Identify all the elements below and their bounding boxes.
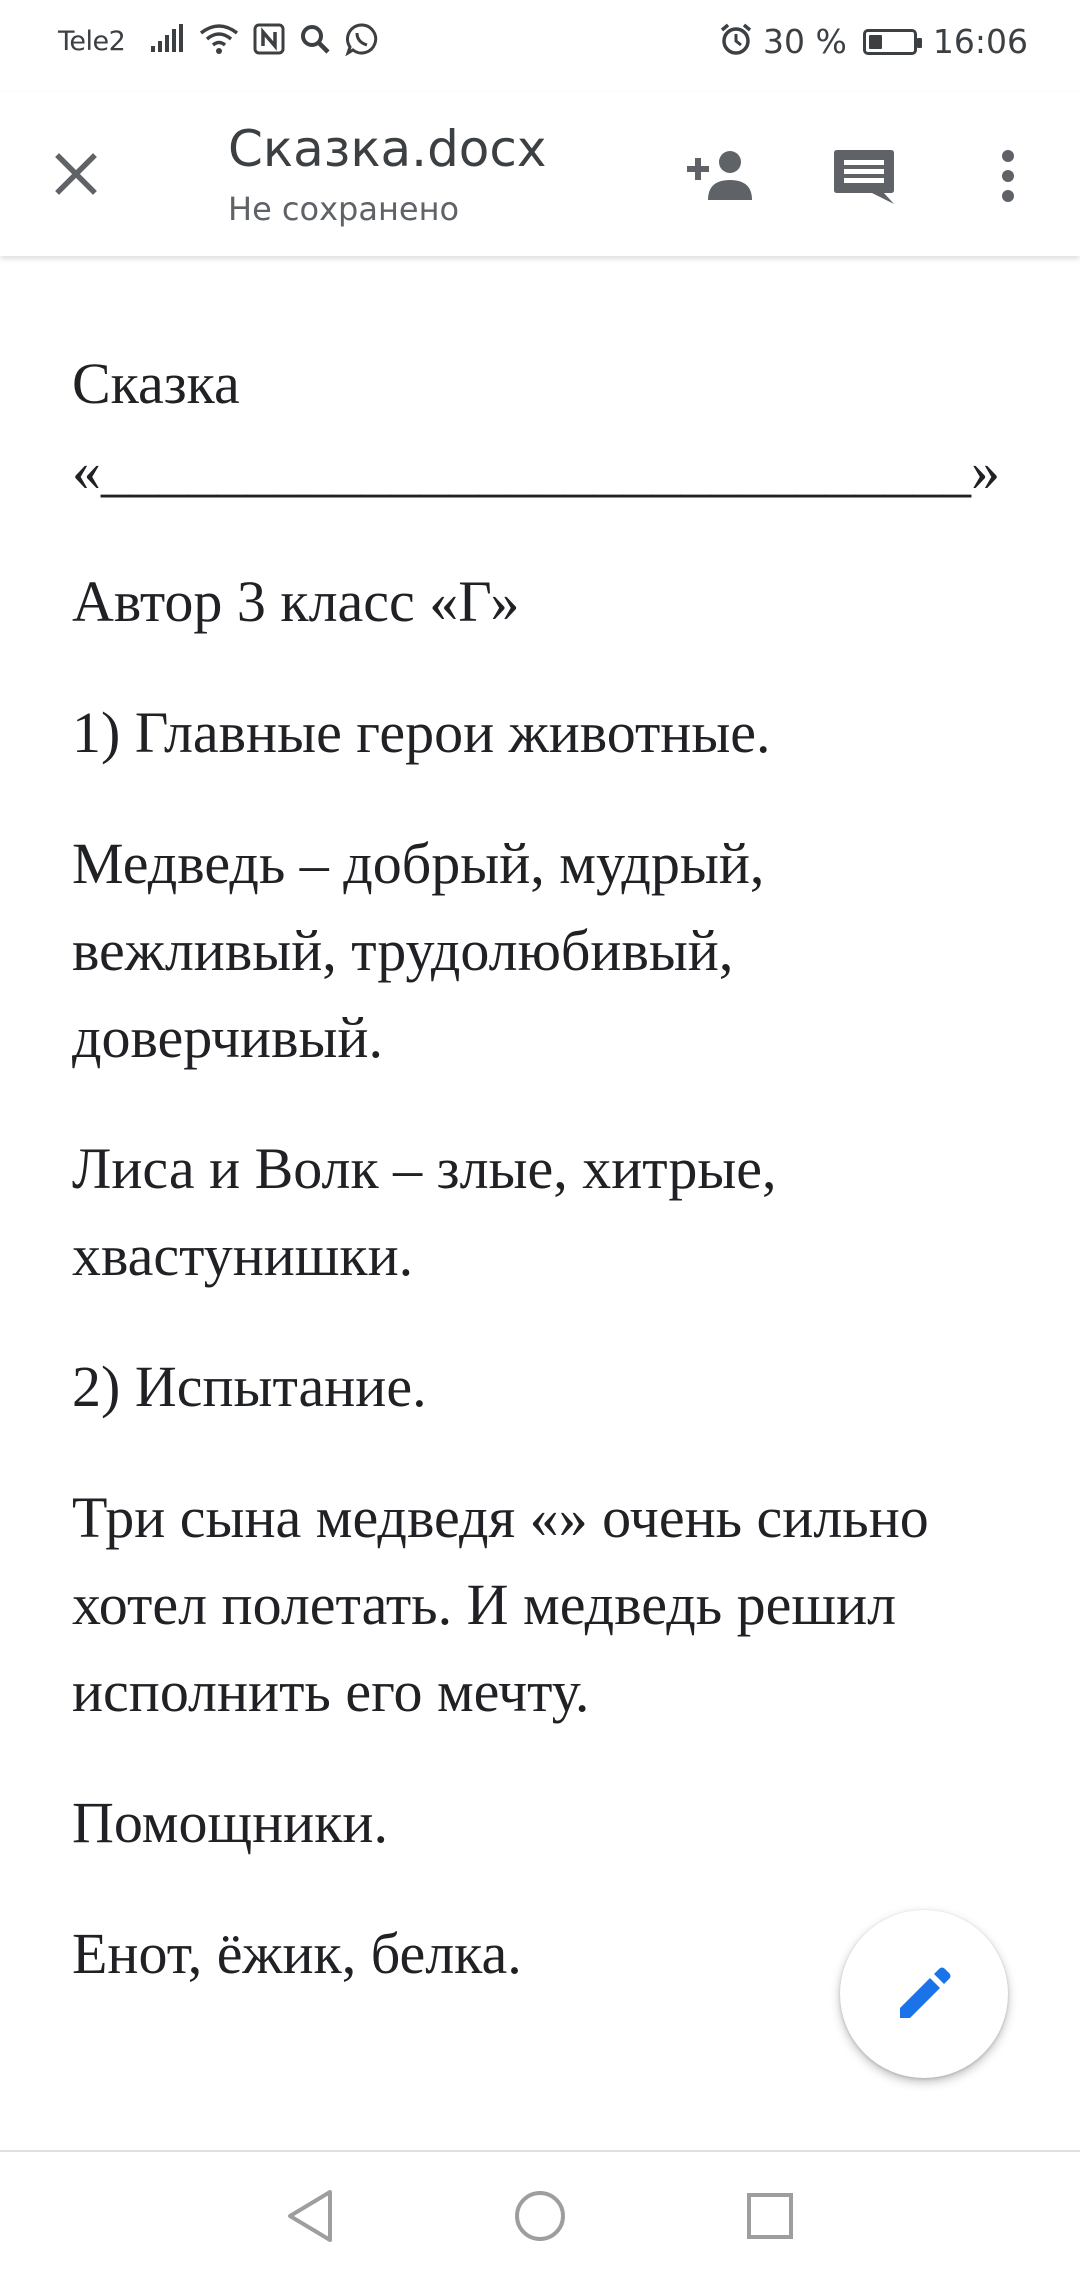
home-icon [510, 2186, 570, 2246]
edit-pencil-icon [894, 1964, 954, 2024]
battery-percent: 30 % [763, 22, 847, 61]
close-icon [52, 150, 100, 198]
close-button[interactable] [40, 138, 112, 210]
doc-paragraph[interactable]: Автор 3 класс «Г» [72, 569, 520, 634]
battery-level-fill [869, 35, 882, 49]
home-button[interactable] [498, 2174, 582, 2258]
more-options-button[interactable] [968, 136, 1048, 216]
doc-paragraph[interactable]: Енот, ёжик, белка. [72, 1921, 522, 1986]
carrier-name: Tele2 [58, 26, 126, 57]
search-icon [299, 23, 331, 60]
back-button[interactable] [268, 2174, 352, 2258]
add-person-icon [684, 148, 756, 204]
recent-apps-button[interactable] [728, 2174, 812, 2258]
doc-paragraph[interactable]: Сказка «______________________________» [72, 351, 1000, 503]
doc-paragraph[interactable]: 2) Испытание. [72, 1354, 427, 1419]
back-icon [282, 2186, 338, 2246]
recent-apps-icon [742, 2188, 798, 2244]
comments-button[interactable] [824, 136, 904, 216]
wifi-icon [199, 23, 239, 60]
alarm-icon [719, 22, 753, 61]
status-bar-left [58, 22, 379, 61]
nfc-icon [253, 23, 285, 60]
app-bar [0, 92, 1080, 256]
status-bar [0, 0, 1080, 92]
system-nav-bar [0, 2150, 1080, 2280]
edit-fab-button[interactable] [840, 1910, 1008, 2078]
doc-paragraph[interactable]: Лиса и Волк – злые, хитрые, хвастунишки. [72, 1136, 777, 1288]
save-status: Не сохранено [228, 190, 460, 228]
status-bar-right [719, 22, 1028, 61]
document-title: Сказка.docx [228, 120, 547, 178]
comment-icon [832, 146, 896, 206]
clock: 16:06 [932, 22, 1028, 61]
doc-paragraph[interactable]: Медведь – добрый, мудрый, вежливый, трудолюбивый, доверчивый. [72, 831, 765, 1070]
whatsapp-icon [345, 22, 379, 61]
doc-paragraph[interactable]: Три сына медведя «» очень сильно хотел полетать. И медведь решил исполнить его мечту. [72, 1485, 929, 1724]
more-vert-icon [998, 148, 1018, 204]
signal-icon [149, 24, 185, 59]
share-button[interactable] [680, 136, 760, 216]
battery-icon [863, 29, 917, 55]
doc-paragraph[interactable]: 1) Главные герои животные. [72, 700, 771, 765]
doc-paragraph[interactable]: Помощники. [72, 1790, 388, 1855]
document-content[interactable] [72, 340, 1022, 2041]
